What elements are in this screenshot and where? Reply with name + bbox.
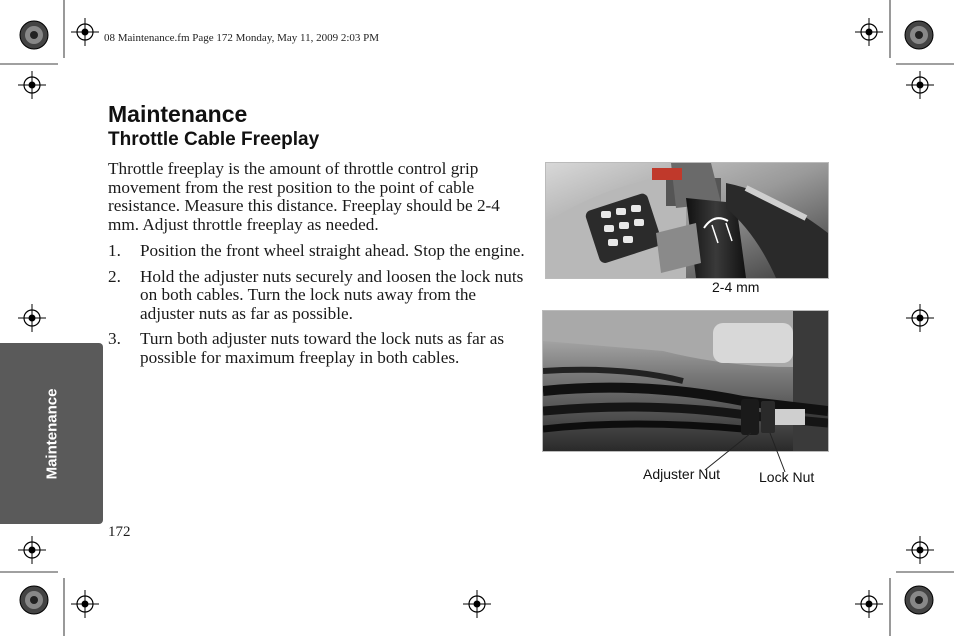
step-item <box>108 330 532 367</box>
throttle-grip-photo <box>545 162 829 279</box>
figure1-caption: 2-4 mm <box>712 279 760 295</box>
step-item <box>108 268 532 324</box>
throttle-grip-illustration <box>546 163 828 278</box>
section-title: Maintenance <box>108 101 248 127</box>
print-header: 08 Maintenance.fm Page 172 Monday, May 11, 2009 2:03 PM <box>104 32 380 44</box>
step-text: Turn both adjuster nuts toward the lock nuts as far as possible for maximum freeplay in both cables. <box>140 329 505 367</box>
step-item <box>108 242 532 261</box>
intro-paragraph: Throttle freeplay is the amount of throttle control grip movement from the rest position to the point of cable resistance. Measure this distance. Freeplay should be 2-4 mm. Adjust throttle freeplay as needed. <box>108 159 500 234</box>
page-number: 172 <box>108 524 131 540</box>
step-number: 2. <box>108 266 121 286</box>
step-number: 1. <box>108 241 121 260</box>
lock-nut-label: Lock Nut <box>759 469 815 485</box>
side-tab <box>0 343 103 524</box>
subsection-title: Throttle Cable Freeplay <box>108 129 320 150</box>
side-tab-label: Maintenance <box>43 388 60 479</box>
step-text: Hold the adjuster nuts securely and loosen the lock nuts on both cables. Turn the lock nuts away from the adjuster nuts as far as possible. <box>140 266 524 323</box>
adjuster-nut-label: Adjuster Nut <box>643 466 721 482</box>
step-number: 3. <box>108 329 121 349</box>
steps-list <box>108 242 532 375</box>
step-text: Position the front wheel straight ahead. Stop the engine. <box>140 241 525 260</box>
